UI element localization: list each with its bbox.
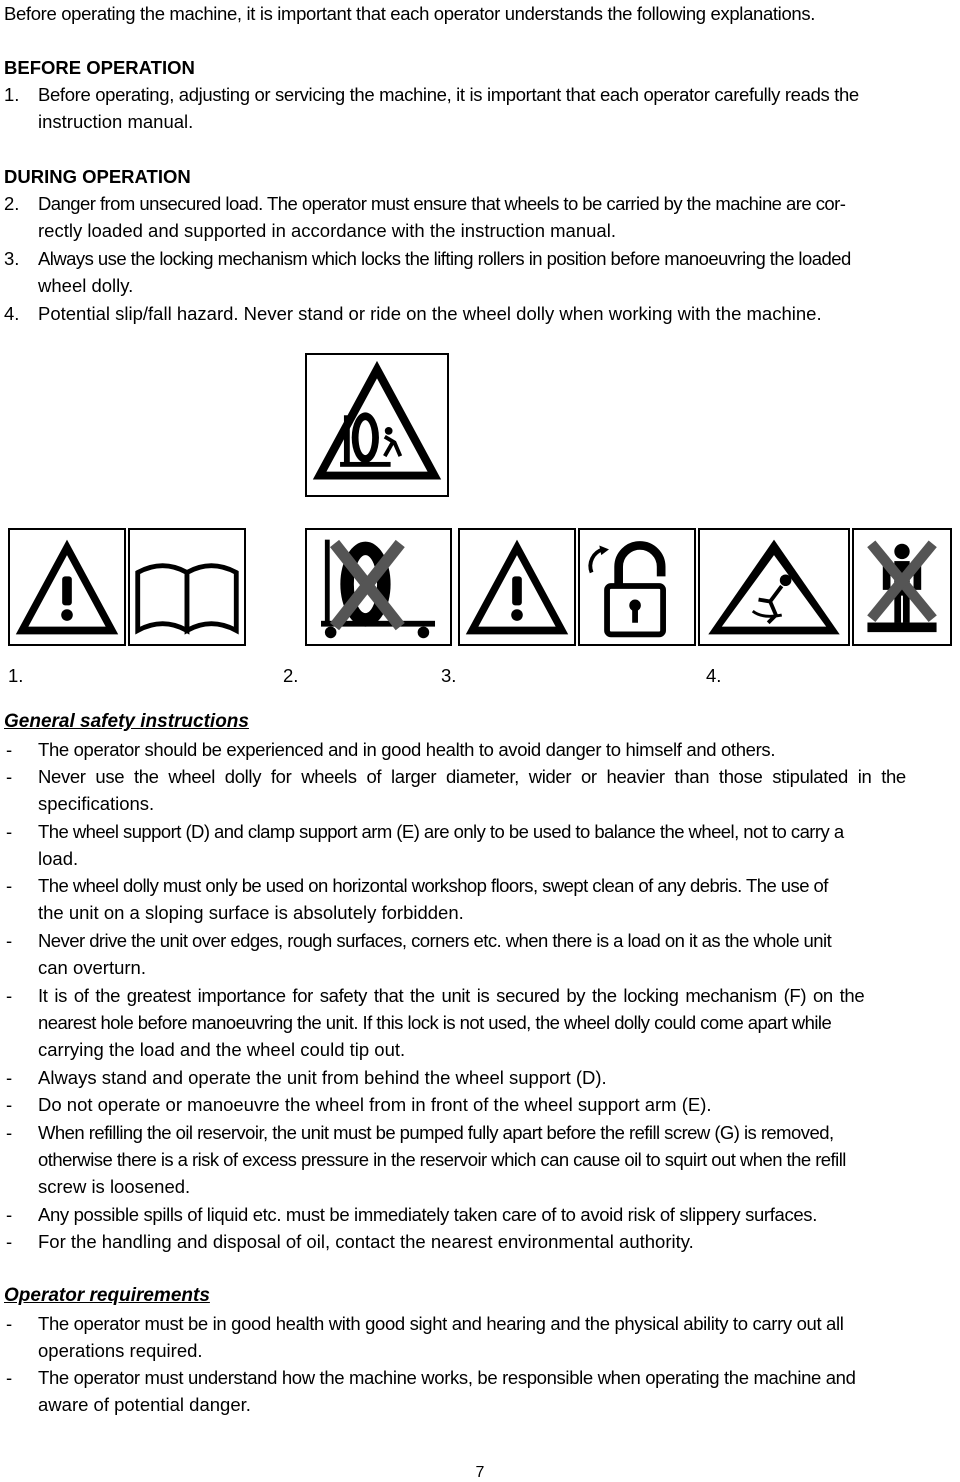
item4-text: Potential slip/fall hazard. Never stand or ride on the wheel dolly when working with the machine. [38, 303, 822, 324]
safety-line: can overturn. [38, 957, 146, 978]
safety-line: otherwise there is a risk of excess pressure in the reservoir which can cause oil to squirt out when the refill [38, 1149, 846, 1170]
safety-line: specifications. [38, 793, 155, 814]
during-operation-heading: DURING OPERATION [4, 166, 191, 187]
crush-hazard-pictogram [305, 353, 449, 497]
item3-text-cont: wheel dolly. [38, 275, 134, 296]
no-riding-pictogram [852, 528, 952, 646]
safety-line: The wheel dolly must only be used on horizontal workshop floors, swept clean of any debris. The use of [38, 875, 828, 896]
safety-line: carrying the load and the wheel could tip out. [38, 1039, 406, 1060]
item-number: 1. [4, 84, 20, 105]
item3-text: Always use the locking mechanism which locks the lifting rollers in position before manoeuvring the loaded [38, 248, 851, 269]
safety-line: Always stand and operate the unit from behind the wheel support (D). [38, 1067, 607, 1088]
requirement-line: operations required. [38, 1340, 203, 1361]
item1-text-cont: instruction manual. [38, 111, 194, 132]
wheel-dolly-crossed-icon [307, 530, 450, 644]
item-number: 4. [4, 303, 20, 324]
padlock-icon [580, 530, 694, 644]
person-crossed-icon [854, 530, 950, 644]
bullet-dash: - [6, 766, 13, 787]
safety-line: When refilling the oil reservoir, the unit must be pumped fully apart before the refill screw (G) is removed, [38, 1122, 834, 1143]
slip-fall-triangle-icon [700, 530, 848, 644]
requirement-line: aware of potential danger. [38, 1394, 251, 1415]
safety-line: Any possible spills of liquid etc. must be immediately taken care of to avoid risk of slippery surfaces. [38, 1204, 817, 1225]
safety-line: For the handling and disposal of oil, contact the nearest environmental authority. [38, 1231, 694, 1252]
safety-line: Never use the wheel dolly for wheels of larger diameter, wider or heavier than those stipulated in the [38, 766, 906, 787]
operator-requirements-heading: Operator requirements [4, 1285, 210, 1306]
page-number: 7 [475, 1464, 485, 1481]
safety-line: Never drive the unit over edges, rough surfaces, corners etc. when there is a load on it as the whole unit [38, 930, 832, 951]
bullet-dash: - [6, 930, 13, 951]
safety-line: nearest hole before manoeuvring the unit. If this lock is not used, the wheel dolly could come apart while [38, 1012, 832, 1033]
bullet-dash: - [6, 1094, 13, 1115]
bullet-dash: - [6, 1122, 13, 1143]
lock-mechanism-pictogram [578, 528, 696, 646]
intro-text: Before operating the machine, it is important that each operator understands the following explanations. [4, 3, 816, 24]
symbol-label-3: 3. [441, 665, 457, 686]
item2-text: Danger from unsecured load. The operator must ensure that wheels to be carried by the machine are cor- [38, 193, 846, 214]
bullet-dash: - [6, 985, 13, 1006]
safety-line: screw is loosened. [38, 1176, 191, 1197]
bullet-dash: - [6, 821, 13, 842]
read-manual-pictogram [128, 528, 246, 646]
item2-text-cont: rectly loaded and supported in accordance with the instruction manual. [38, 220, 616, 241]
general-safety-heading: General safety instructions [4, 711, 249, 732]
bullet-dash: - [6, 1367, 13, 1388]
symbol-label-1: 1. [8, 665, 24, 686]
symbol-label-2: 2. [283, 665, 299, 686]
item1-text: Before operating, adjusting or servicing the machine, it is important that each operator carefully reads the [38, 84, 859, 105]
exclamation-triangle-icon [460, 530, 574, 644]
bullet-dash: - [6, 1204, 13, 1225]
warning-triangle-icon [307, 355, 447, 495]
open-book-icon [130, 530, 244, 644]
item-number: 3. [4, 248, 20, 269]
requirement-line: The operator must understand how the machine works, be responsible when operating the machine and [38, 1367, 856, 1388]
bullet-dash: - [6, 875, 13, 896]
safety-line: load. [38, 848, 79, 869]
bullet-dash: - [6, 1231, 13, 1252]
unsecured-load-pictogram [305, 528, 452, 646]
bullet-dash: - [6, 1067, 13, 1088]
safety-line: Do not operate or manoeuvre the wheel from in front of the wheel support arm (E). [38, 1094, 712, 1115]
safety-line: the unit on a sloping surface is absolutely forbidden. [38, 902, 464, 923]
requirement-line: The operator must be in good health with good sight and hearing and the physical ability to carry out all [38, 1313, 844, 1334]
safety-line: The operator should be experienced and in good health to avoid danger to himself and others. [38, 739, 776, 760]
bullet-dash: - [6, 739, 13, 760]
safety-line: The wheel support (D) and clamp support arm (E) are only to be used to balance the wheel, not to carry a [38, 821, 844, 842]
caution-pictogram [458, 528, 576, 646]
symbol-label-4: 4. [706, 665, 722, 686]
exclamation-triangle-icon [10, 530, 124, 644]
safety-line: It is of the greatest importance for safety that the unit is secured by the locking mechanism (F) on the [38, 985, 865, 1006]
item-number: 2. [4, 193, 20, 214]
before-operation-heading: BEFORE OPERATION [4, 57, 195, 78]
general-warning-pictogram [8, 528, 126, 646]
slip-hazard-pictogram [698, 528, 850, 646]
bullet-dash: - [6, 1313, 13, 1334]
